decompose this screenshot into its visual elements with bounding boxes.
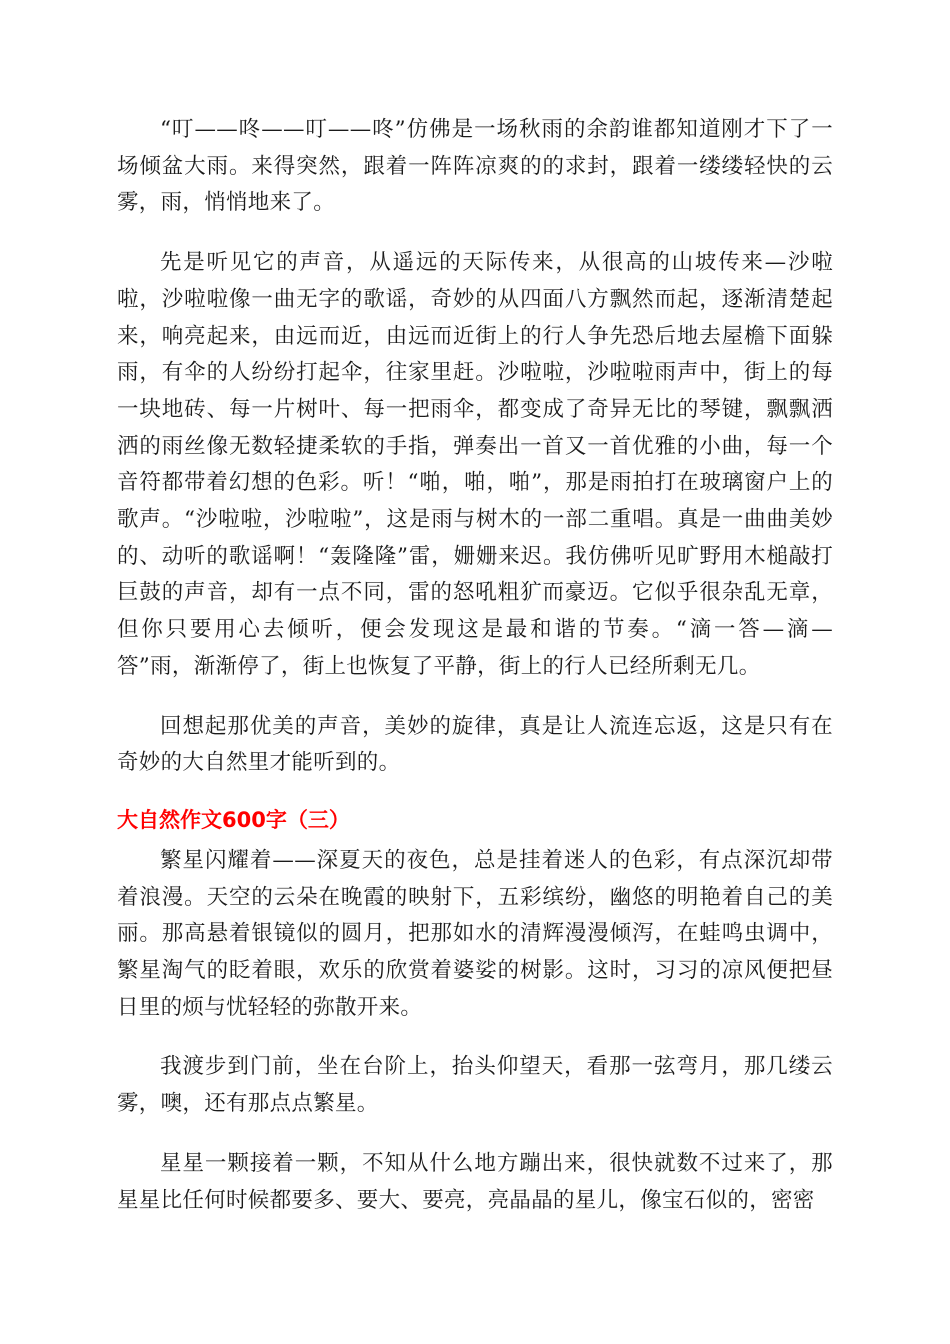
section-heading: 大自然作文600字（三）	[117, 807, 350, 832]
paragraph-rain-intro: “叮——咚——叮——咚”仿佛是一场秋雨的余韵谁都知道刚才下了一场倾盆大雨。来得突然，跟着一阵阵凉爽的的求封，跟着一缕缕轻快的云雾，雨，悄悄地来了。	[117, 117, 833, 216]
paragraph-rain-sounds: 先是听见它的声音，从遥远的天际传来，从很高的山坡传来—沙啦啦，沙啦啦像一曲无字的歌谣，奇妙的从四面八方飘然而起，逐渐清楚起来，响亮起来，由远而近，由远而近街上的行人争先恐后地去屋檐下面躲雨，有伞的人纷纷打起伞，往家里赶。沙啦啦，沙啦啦雨声中，街上的每一块地砖、每一片树叶、每一把雨伞，都变成了奇异无比的琴键，飘飘洒洒的雨丝像无数轻捷柔软的手指，弹奏出一首又一首优雅的小曲，每一个音符都带着幻想的色彩。听！“啪，啪，啪”，那是雨拍打在玻璃窗户上的歌声。“沙啦啦，沙啦啦”，这是雨与树木的一部二重唱。真是一曲曲美妙的、动听的歌谣啊！“轰隆隆”雷，姗姗来迟。我仿佛听见旷野用木槌敲打巨鼓的声音，却有一点不同，雷的怒吼粗犷而豪迈。它似乎很杂乱无章，但你只要用心去倾听，便会发现这是最和谐的节奏。“滴一答—滴—答”雨，渐渐停了，街上也恢复了平静，街上的行人已经所剩无几。	[117, 250, 833, 679]
paragraph-night-intro: 繁星闪耀着——深夏天的夜色，总是挂着迷人的色彩，有点深沉却带着浪漫。天空的云朵在晚霞的映射下，五彩缤纷，幽悠的明艳着自己的美丽。那高悬着银镜似的圆月，把那如水的清辉漫漫倾泻，在蛙鸣虫调中，繁星淘气的眨着眼，欢乐的欣赏着婆娑的树影。这时，习习的凉风便把昼日里的烦与忧轻轻的弥散开来。	[117, 847, 833, 1020]
paragraph-doorstep: 我渡步到门前，坐在台阶上，抬头仰望天，看那一弦弯月，那几缕云雾，噢，还有那点点繁星。	[117, 1054, 833, 1117]
paragraph-rain-conclusion: 回想起那优美的声音，美妙的旋律，真是让人流连忘返，这是只有在奇妙的大自然里才能听到的。	[117, 713, 833, 776]
paragraph-stars: 星星一颗接着一颗，不知从什么地方蹦出来，很快就数不过来了，那星星比任何时候都要多、要大、要亮，亮晶晶的星儿，像宝石似的，密密	[117, 1150, 833, 1213]
document-body	[117, 112, 833, 1242]
